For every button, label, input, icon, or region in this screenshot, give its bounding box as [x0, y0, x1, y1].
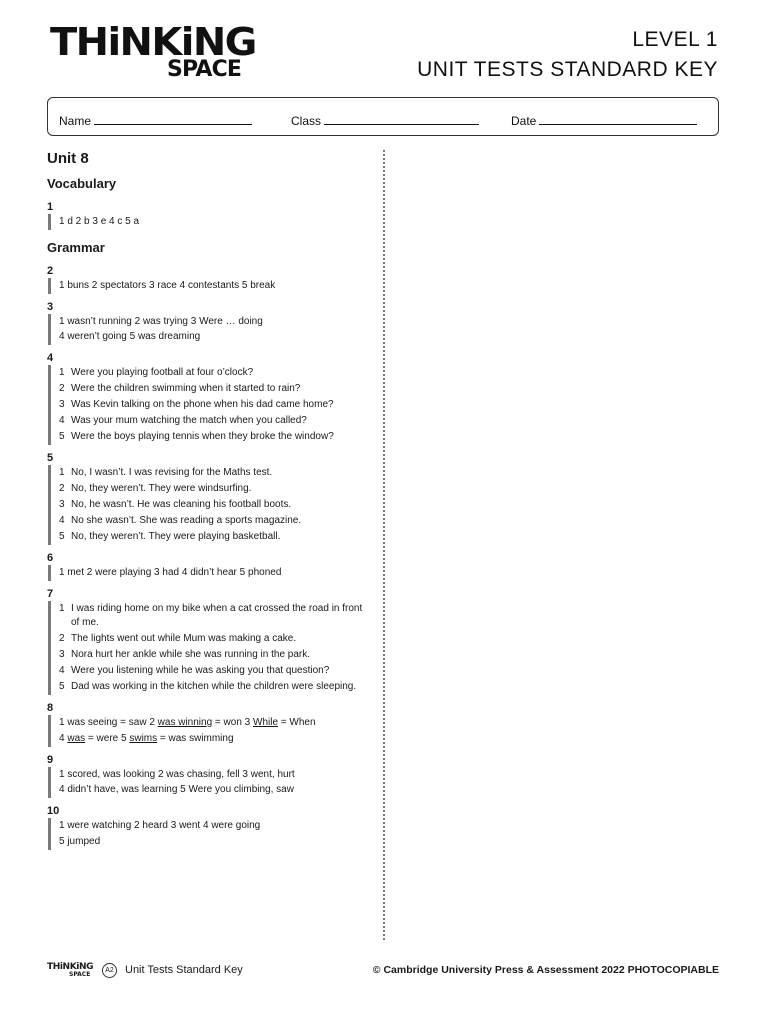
item-text: No she wasn’t. She was reading a sports magazine.	[71, 515, 302, 527]
question-2	[47, 264, 367, 294]
answer-line	[59, 731, 367, 747]
answer-line: 4 weren’t going 5 was dreaming	[59, 331, 201, 343]
underlined-text: swims	[129, 732, 158, 744]
answer-item	[59, 529, 367, 545]
answer-text: = were 5	[85, 732, 130, 744]
answer-block	[48, 214, 367, 230]
unit-title: Unit 8	[47, 150, 89, 167]
answer-block	[48, 278, 367, 294]
item-number: 3	[59, 399, 65, 411]
item-number: 1	[59, 467, 65, 479]
column-divider	[383, 150, 385, 940]
underlined-text: was winning	[157, 716, 213, 728]
item-text: Was your mum watching the match when you called?	[71, 415, 307, 427]
answer-block	[48, 365, 367, 445]
grammar-heading: Grammar	[47, 239, 105, 255]
question-6	[47, 551, 367, 581]
class-line	[324, 113, 479, 125]
question-10	[47, 804, 367, 850]
item-text: Was Kevin talking on the phone when his dad came home?	[71, 399, 334, 411]
answer-text: = When	[278, 716, 316, 728]
item-text: Nora hurt her ankle while she was running in the park.	[71, 648, 311, 660]
answer-item	[59, 413, 367, 429]
underlined-text: was	[67, 732, 86, 744]
item-number: 5	[59, 431, 65, 443]
item-text: Were you playing football at four o’clock?	[71, 367, 254, 379]
item-text: Were the boys playing tennis when they broke the window?	[71, 431, 334, 443]
item-number: 1	[59, 367, 65, 379]
name-label: Name	[59, 114, 92, 128]
question-number: 2	[47, 264, 54, 277]
answer-block	[48, 565, 367, 581]
answer-item	[59, 631, 367, 647]
student-info-box	[47, 97, 719, 136]
question-number: 1	[47, 201, 54, 213]
answer-block	[48, 314, 367, 346]
answer-line: 1 buns 2 spectators 3 race 4 contestants 5 break	[59, 279, 276, 291]
name-field[interactable]	[59, 113, 252, 128]
item-number: 5	[59, 531, 65, 543]
answer-line: 4 didn’t have, was learning 5 Were you climbing, saw	[59, 784, 294, 796]
thinking-space-logo	[50, 22, 290, 84]
footer-logo-line-2: SPACE	[69, 971, 91, 978]
question-8	[47, 701, 367, 747]
question-number: 9	[47, 753, 54, 766]
item-number: 1	[59, 602, 65, 614]
logo-line-2: SPACE	[167, 57, 242, 82]
answer-line: 5 jumped	[59, 835, 101, 847]
item-text: The lights went out while Mum was making a cake.	[71, 632, 297, 644]
item-text: No, they weren’t. They were playing basketball.	[71, 531, 281, 543]
logo-line-1: THiNKiNG	[50, 20, 256, 64]
answer-item	[59, 465, 367, 481]
question-5	[47, 451, 367, 545]
answer-block	[48, 715, 367, 747]
answer-line	[59, 715, 367, 731]
answer-line: 1 wasn’t running 2 was trying 3 Were … doing	[59, 315, 263, 327]
date-label: Date	[511, 114, 537, 128]
answer-key-column	[47, 150, 367, 856]
answer-block	[48, 601, 367, 695]
item-number: 4	[59, 515, 65, 527]
item-text: No, I wasn’t. I was revising for the Maths test.	[71, 467, 273, 479]
question-number: 7	[47, 587, 54, 600]
copyright-notice: © Cambridge University Press & Assessment 2022 PHOTOCOPIABLE	[372, 964, 719, 976]
answer-item	[59, 397, 367, 413]
answer-line: 1 were watching 2 heard 3 went 4 were going	[59, 820, 261, 832]
answer-item	[59, 679, 367, 695]
question-number: 6	[47, 552, 54, 565]
footer-logo	[47, 962, 95, 980]
item-text: No, he wasn’t. He was cleaning his football boots.	[71, 499, 292, 511]
answer-text: = was swimming	[157, 732, 234, 744]
item-number: 4	[59, 415, 65, 427]
item-text: I was riding home on my bike when a cat crossed the road in front of me.	[71, 602, 363, 628]
answer-item	[59, 601, 367, 631]
footer	[47, 962, 719, 980]
answer-item	[59, 481, 367, 497]
question-number: 8	[47, 701, 54, 714]
document-title: UNIT TESTS STANDARD KEY	[417, 58, 718, 81]
answer-line: 1 scored, was looking 2 was chasing, fell 3 went, hurt	[59, 768, 295, 780]
item-text: Were the children swimming when it started to rain?	[71, 383, 301, 395]
item-number: 2	[59, 632, 65, 644]
answer-block	[48, 818, 367, 850]
question-1	[47, 200, 367, 230]
item-number: 2	[59, 383, 65, 395]
answer-item	[59, 497, 367, 513]
date-line	[539, 113, 697, 125]
question-4	[47, 351, 367, 445]
answer-block	[48, 465, 367, 545]
question-number: 5	[47, 452, 54, 465]
answer-text: 4	[59, 732, 68, 744]
footer-doc-title: Unit Tests Standard Key	[125, 964, 243, 976]
level-heading: LEVEL 1	[632, 28, 718, 51]
answer-item	[59, 365, 367, 381]
question-9	[47, 753, 367, 799]
item-text: No, they weren’t. They were windsurfing.	[71, 483, 252, 495]
item-number: 2	[59, 483, 65, 495]
date-field[interactable]	[511, 113, 697, 128]
footer-logo-line-1: THiNKiNG	[47, 962, 94, 972]
class-label: Class	[291, 114, 322, 128]
item-text: Dad was working in the kitchen while the children were sleeping.	[71, 680, 357, 692]
item-number: 5	[59, 680, 65, 692]
level-badge: A2	[102, 963, 117, 978]
item-text: Were you listening while he was asking you that question?	[71, 664, 330, 676]
name-line	[94, 113, 252, 125]
question-number: 10	[47, 805, 60, 818]
question-number: 3	[47, 300, 54, 313]
vocabulary-heading: Vocabulary	[47, 176, 117, 191]
question-number: 4	[47, 352, 54, 365]
answer-item	[59, 663, 367, 679]
question-3	[47, 300, 367, 346]
answer-item	[59, 647, 367, 663]
answer-line: 1 d 2 b 3 e 4 c 5 a	[59, 216, 140, 227]
question-7	[47, 587, 367, 695]
underlined-text: While	[253, 716, 279, 728]
answer-item	[59, 429, 367, 445]
item-number: 3	[59, 499, 65, 511]
answer-text: = won 3	[212, 716, 254, 728]
answer-item	[59, 381, 367, 397]
item-number: 3	[59, 648, 65, 660]
item-number: 4	[59, 664, 65, 676]
class-field[interactable]	[291, 113, 479, 128]
answer-item	[59, 513, 367, 529]
answer-text: 1 was seeing = saw 2	[59, 716, 158, 728]
answer-line: 1 met 2 were playing 3 had 4 didn’t hear 5 phoned	[59, 567, 282, 579]
answer-block	[48, 767, 367, 799]
